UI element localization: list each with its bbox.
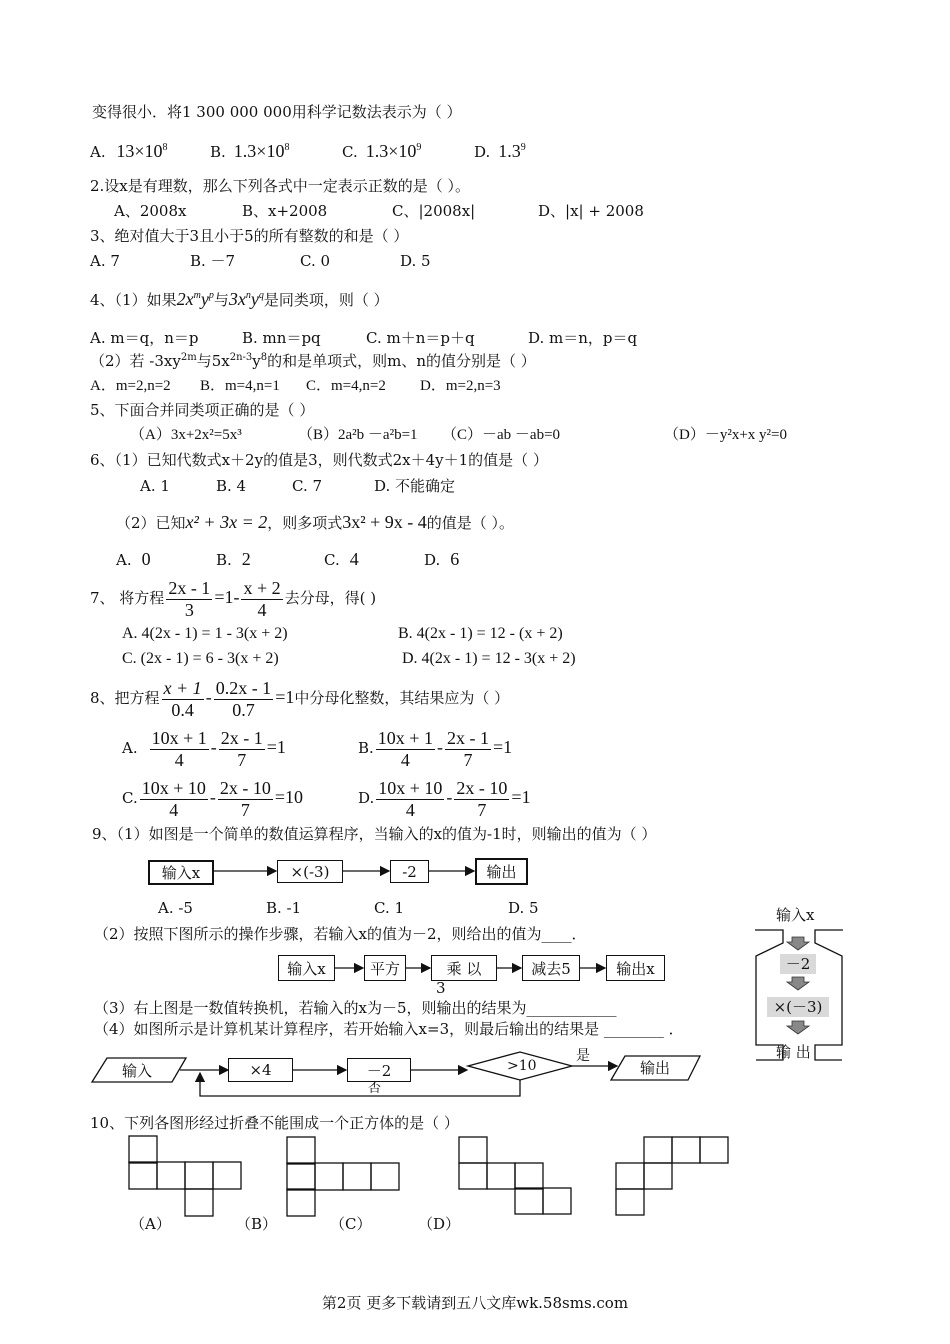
q4-option-a: A. m＝q，n＝p [90, 329, 199, 347]
q5-option-a: （A）3x+2x²=5x³ [130, 427, 242, 443]
q9-stem1: 9、（1）如图是一个简单的数值运算程序，当输入的x的值为-1时，则输出的值为（ ） [92, 825, 657, 843]
flow2-square-box: 平方 [364, 955, 406, 981]
q6-opt1-b: B. 4 [216, 477, 247, 495]
q10-label-d: （D） [418, 1215, 461, 1233]
q4-option-b: B. mn＝pq [242, 329, 321, 347]
q9-opt1-b: B. -1 [266, 899, 302, 917]
q1-stem: 变得很小．将1 300 000 000用科学记数法表示为（ ） [92, 103, 462, 121]
q7-option-b: B. 4(2x - 1) = 12 - (x + 2) [398, 625, 563, 642]
q2-option-a: A、2008x [114, 202, 187, 220]
q7-fraction-2: $\frac{x + 2}{4}$ [243, 577, 281, 620]
flow1-input-box: 输入x [148, 860, 214, 885]
q6-opt2-d: D. 6 [424, 549, 460, 569]
q6-opt1-c: C. 7 [292, 477, 323, 495]
flow1-multiply-box: ×(-3) [277, 860, 343, 883]
q3-option-d: D. 5 [400, 252, 431, 270]
q6-opt1-a: A. 1 [140, 477, 170, 495]
q4-part2-option-b: B．m=4,n=1 [200, 378, 280, 394]
q8-option-a: A. $\frac{10x + 1}{4}$ - $\frac{2x - 1}{7}$ =1 [122, 727, 286, 770]
flow4-condition-label: >10 [507, 1058, 537, 1074]
q9-opt1-a: A. -5 [158, 899, 193, 917]
flow2-output-box: 输出x [606, 955, 665, 981]
q6-stem2: （2）已知x² + 3x = 2，则多项式3x² + 9x - 4的值是（ ）。 [116, 512, 515, 532]
flow4-yes-label: 是 [576, 1048, 590, 1064]
flow4-no-label: 否 [368, 1081, 382, 1096]
q9-stem2: （2）按照下图所示的操作步骤，若输入x的值为－2，则给出的值为____． [94, 925, 587, 943]
machine-minus2: －2 [780, 954, 816, 974]
q4-stem: 4、（1）如果$2x^my^p$与$3x^ny^q$是同类项，则（ ） [90, 289, 389, 309]
q5-option-d: （D）－y²x+x y²=0 [664, 427, 787, 443]
flow2-subtract-box: 减去5 [522, 955, 580, 981]
q5-stem: 5、下面合并同类项正确的是（ ） [90, 401, 315, 419]
q8-option-c: C. $\frac{10x + 10}{4}$ - $\frac{2x - 10}{7}$ =10 [122, 777, 304, 820]
flow4-minus2-box: －2 [347, 1058, 411, 1082]
machine-output-label: 输 出 [776, 1043, 811, 1061]
q3-option-b: B. －7 [190, 252, 236, 270]
q6-stem1: 6、（1）已知代数式x＋2y的值是3，则代数式2x＋4y＋1的值是（ ） [90, 451, 548, 469]
q9-stem3: （3）右上图是一数值转换机，若输入的x为－5，则输出的结果为____________ [94, 999, 617, 1017]
machine-input-label: 输入x [776, 906, 815, 924]
q10-label-a: （A） [130, 1215, 171, 1233]
q8-stem: 8、把方程 $\frac{x + 1}{0.4}$ - $\frac{0.2x - 1}{0.7}$ =1中分母化整数，其结果应为（ ） [90, 677, 510, 720]
q9-stem4: （4）如图所示是计算机某计算程序，若开始输入x=3，则最后输出的结果是 ________ ． [94, 1020, 684, 1038]
q7-fraction-1: $\frac{2x - 1}{3}$ [168, 577, 211, 620]
q8-option-d: D. $\frac{10x + 10}{4}$ - $\frac{2x - 10}{7}$ =1 [358, 777, 531, 820]
q5-option-b: （B）2a²b －a²b=1 [298, 427, 418, 443]
q4-option-c: C. m＋n＝p＋q [366, 329, 475, 347]
flow4-output-label: 输出 [640, 1059, 671, 1077]
q7-option-d: D. 4(2x - 1) = 12 - 3(x + 2) [402, 650, 576, 667]
q6-opt2-b: B. 2 [216, 549, 251, 569]
q4-part2-option-d: D．m=2,n=3 [420, 378, 501, 394]
flow1-minus-box: -2 [390, 860, 429, 883]
q6-opt2-c: C. 4 [324, 549, 359, 569]
q6-opt2-a: A. 0 [116, 549, 151, 569]
q4-part2-option-a: A．m=2,n=2 [90, 378, 171, 394]
flow2-input-box: 输入x [278, 955, 335, 981]
q6-opt1-d: D. 不能确定 [374, 477, 456, 495]
q10-label-c: （C） [330, 1215, 372, 1233]
q2-option-b: B、x+2008 [242, 202, 328, 220]
q2-option-d: D、|x| + 2008 [538, 202, 644, 220]
q4-part2-option-c: C．m=4,n=2 [306, 378, 386, 394]
q1-a-value: $13\times 10^8$ [116, 141, 168, 161]
q8-option-b: B. $\frac{10x + 1}{4}$ - $\frac{2x - 1}{7}$ =1 [358, 727, 513, 770]
q10-stem: 10、下列各图形经过折叠不能围成一个正方体的是（ ） [90, 1114, 459, 1132]
flow2-multiply-value: 3 [436, 979, 446, 997]
q9-opt1-d: D. 5 [508, 899, 539, 917]
q2-option-c: C、|2008x| [392, 202, 476, 220]
flow4-input-label: 输入 [122, 1062, 153, 1080]
flow1-output-box: 输出 [475, 858, 528, 885]
q3-option-c: C. 0 [300, 252, 331, 270]
q7-option-c: C. (2x - 1) = 6 - 3(x + 2) [122, 650, 279, 667]
q7-stem: 7、 将方程 $\frac{2x - 1}{3}$ =1- $\frac{x + 2}{4}$ 去分母，得( ) [90, 577, 377, 620]
q2-stem: 2.设x是有理数，那么下列各式中一定表示正数的是（ ）。 [90, 177, 471, 195]
q7-option-a: A. 4(2x - 1) = 1 - 3(x + 2) [122, 625, 288, 642]
flow2-multiply-box: 乘 以 [431, 955, 497, 981]
q1-option-d: D. $1.3^9$ [474, 141, 526, 161]
flow4-times4-box: ×4 [228, 1058, 293, 1082]
q4-part2-stem: （2）若 $-3xy^{2m}$与$5x^{2n-3}y^8$的和是单项式，则m、n的值分别是（ ） [90, 352, 536, 370]
q4-option-d: D. m＝n，p＝q [528, 329, 638, 347]
q5-option-c: （C）－ab －ab=0 [442, 427, 561, 443]
q1-a-label: A. [90, 143, 106, 161]
page-footer: 第2页 更多下载请到五八文库wk.58sms.com [321, 1294, 629, 1312]
q10-label-b: （B） [236, 1215, 278, 1233]
q3-stem: 3、绝对值大于3且小于5的所有整数的和是（ ） [90, 227, 409, 245]
q3-option-a: A. 7 [90, 252, 120, 270]
machine-times-neg3: ×(－3) [767, 997, 829, 1017]
q1-option-b: B. $1.3\times 10^8$ [210, 141, 290, 161]
q1-option-c: C. $1.3\times 10^9$ [342, 141, 422, 161]
q9-opt1-c: C. 1 [374, 899, 405, 917]
